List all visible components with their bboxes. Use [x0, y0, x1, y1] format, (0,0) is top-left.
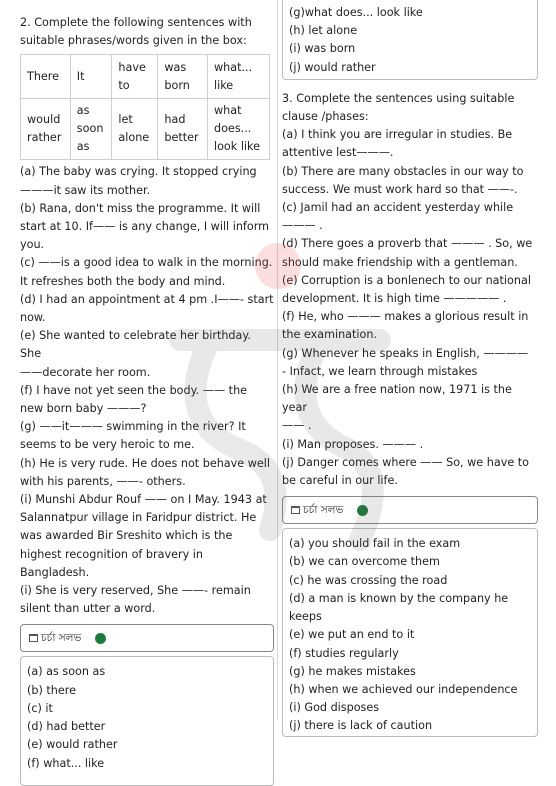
sentence-line: —— . — [282, 419, 312, 433]
sentence-line: (f) I have not yet seen the body. —— the — [20, 383, 248, 397]
sentence-line: was awarded Bir Sreshito which is the — [20, 529, 233, 543]
solution-label: চর্চা সলভ — [41, 632, 82, 645]
answer-item: (i) was born — [289, 42, 356, 56]
answer-item: (a) you should fail in the exam — [289, 537, 461, 551]
cell-line: to — [118, 78, 130, 92]
answer-item: (e) we put an end to it — [289, 628, 415, 642]
table-cell — [21, 99, 71, 160]
answer-item: (b) we can overcome them — [289, 555, 440, 569]
cell-line: It — [76, 69, 85, 83]
table-cell — [70, 99, 112, 160]
answer-item: (c) it — [27, 701, 53, 715]
cell-line: like — [213, 78, 234, 92]
sentence-line: (c) Jamil had an accident yesterday while — [282, 201, 514, 215]
question-3-sentences — [282, 126, 538, 490]
heading-line: 3. Complete the sentences using suitable — [282, 91, 515, 105]
sentence-line: (e) Corruption is a bonlenech to our national — [282, 273, 531, 287]
sentence-line: start at 10. If—— is any change, I will inform — [20, 220, 269, 234]
right-column — [282, 0, 538, 737]
watermark-dot — [255, 243, 301, 289]
cell-line: was — [164, 60, 187, 74]
sentence-line: (h) We are a free nation now, 1971 is the year — [282, 383, 512, 415]
solution-header[interactable] — [282, 496, 538, 524]
sentence-line: seems to be very heroic to me. — [20, 438, 195, 452]
sentence-line: attentive lest———. — [282, 146, 394, 160]
answer-item: (h) let alone — [289, 24, 358, 38]
sentence-line: you. — [20, 238, 45, 252]
cell-line: There — [27, 69, 60, 83]
table-cell — [112, 99, 158, 160]
answer-item: (g) he makes mistakes — [289, 664, 416, 678]
solution-label: চর্চা সলভ — [303, 504, 344, 517]
sentence-line: (i) Man proposes. ——— . — [282, 437, 424, 451]
heading-line: clause /phases: — [282, 110, 369, 124]
sentence-line: (i) She is very reserved, She ——- remain — [20, 584, 251, 598]
answer-item: (e) would rather — [27, 738, 118, 752]
sentence-line: (g) ——it——— swimming in the river? It — [20, 420, 246, 434]
answer-item: (c) he was crossing the road — [289, 573, 448, 587]
question-2-heading — [20, 14, 274, 50]
sentence-line: ———it saw its mother. — [20, 183, 151, 197]
table-cell — [112, 55, 158, 99]
sentence-line: with his parents, ——- others. — [20, 474, 186, 488]
sentence-line: (a) The baby was crying. It stopped crying — [20, 165, 257, 179]
answer-item: keeps — [289, 610, 322, 624]
sentence-line: silent than utter a word. — [20, 602, 156, 616]
question-3-heading — [282, 80, 538, 126]
table-cell — [21, 55, 71, 99]
answer-item: (d) a man is known by the company he — [289, 591, 509, 605]
sentence-line: (d) I had an appointment at 4 pm .I——- start — [20, 292, 274, 306]
table-row — [21, 55, 270, 99]
answers-box — [20, 656, 274, 786]
sentence-line: (f) He, who ——— makes a glorious result in — [282, 310, 529, 324]
cell-line: as — [76, 140, 90, 154]
sentence-line: (j) Danger comes where —— So, we have to — [282, 455, 529, 469]
table-cell — [207, 99, 269, 160]
phrase-box-table — [20, 54, 270, 160]
heading-line: 2. Complete the following sentences with — [20, 16, 252, 29]
cell-line: have — [118, 60, 146, 74]
green-dot-icon — [95, 633, 106, 644]
continued-answers-box — [282, 0, 538, 80]
answer-item: (h) when we achieved our independence — [289, 682, 518, 696]
left-column — [20, 0, 274, 786]
sentence-line: (b) Rana, don't miss the programme. It will — [20, 201, 261, 215]
heading-line: suitable phrases/words given in the box: — [20, 34, 247, 48]
sentence-line: (d) There goes a proverb that ——— . So, we — [282, 237, 533, 251]
sentence-line: Salannatpur village in Faridpur district. He — [20, 511, 257, 525]
solution-header[interactable] — [20, 624, 274, 652]
sentence-line: - Infact, we learn through mistakes — [282, 364, 478, 378]
answer-item: (j) there is lack of caution — [289, 719, 433, 733]
table-cell — [158, 55, 208, 99]
cell-line: what... — [213, 60, 253, 74]
cell-line: soon — [76, 122, 104, 136]
cell-line: born — [164, 78, 190, 92]
sentence-line: now. — [20, 311, 46, 325]
sentence-line: highest recognition of bravery in Bangladesh. — [20, 547, 203, 579]
sentence-line: (c) ——is a good idea to walk in the morning. — [20, 256, 273, 270]
cell-line: alone — [118, 131, 150, 145]
cell-line: rather — [27, 131, 62, 145]
answer-item: (b) there — [27, 683, 76, 697]
cell-line: let — [118, 113, 133, 127]
book-icon — [29, 634, 38, 642]
answer-item: (f) what... like — [27, 756, 105, 770]
answer-item: (a) as soon as — [27, 665, 106, 679]
sentence-line: development. It is high time ————— . — [282, 292, 507, 306]
sentence-line: success. We must work hard so that ——-. — [282, 182, 518, 196]
sentence-line: ——decorate her room. — [20, 365, 151, 379]
answer-item: (i) God disposes — [289, 701, 380, 715]
answer-item: (f) studies regularly — [289, 646, 399, 660]
column-divider — [277, 0, 278, 720]
cell-line: better — [164, 131, 199, 145]
sentence-line: ——— . — [282, 219, 323, 233]
sentence-line: (i) Munshi Abdur Rouf —— on I May. 1943 at — [20, 493, 267, 507]
answer-item: (d) had better — [27, 720, 106, 734]
table-cell — [70, 55, 112, 99]
sentence-line: (a) I think you are irregular in studies. Be — [282, 128, 513, 142]
answer-item: (j) would rather — [289, 60, 376, 74]
cell-line: as — [76, 104, 90, 118]
cell-line: what — [213, 104, 242, 118]
green-dot-icon — [357, 505, 368, 516]
sentence-line: (h) He is very rude. He does not behave well — [20, 456, 270, 470]
sentence-line: be careful in our life. — [282, 474, 398, 488]
question-2-sentences — [20, 163, 274, 618]
answer-item: (g)what does... look like — [289, 6, 423, 19]
cell-line: had — [164, 113, 186, 127]
sentence-line: It refreshes both the body and mind. — [20, 274, 226, 288]
cell-line: look like — [213, 140, 260, 154]
sentence-line: new born baby ———? — [20, 402, 147, 416]
sentence-line: the examination. — [282, 328, 378, 342]
table-row — [21, 99, 270, 160]
sentence-line: (b) There are many obstacles in our way to — [282, 164, 524, 178]
book-icon — [291, 506, 300, 514]
cell-line: does... — [213, 122, 252, 136]
sentence-line: (g) Whenever he speaks in English, ———— — [282, 346, 529, 360]
table-cell — [158, 99, 208, 160]
table-cell — [207, 55, 269, 99]
sentence-line: should make friendship with a gentleman. — [282, 255, 518, 269]
answers-box — [282, 528, 538, 736]
cell-line: would — [27, 113, 61, 127]
sentence-line: (e) She wanted to celebrate her birthday. She — [20, 329, 251, 361]
